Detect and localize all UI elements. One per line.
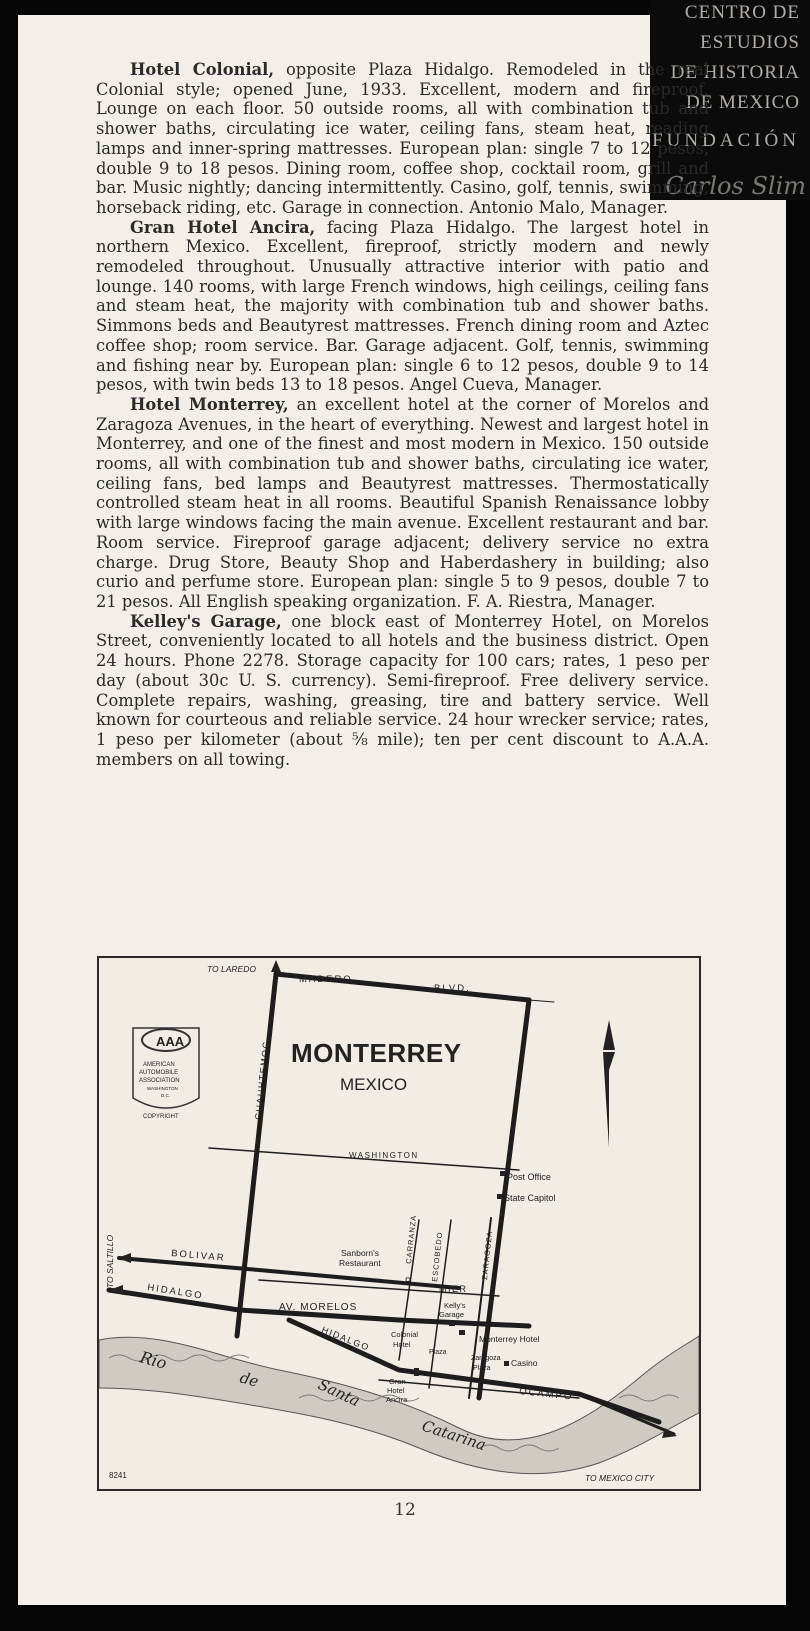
label-to-laredo: TO LAREDO bbox=[207, 964, 256, 974]
label-gran-2: Hotel bbox=[387, 1386, 405, 1395]
entry-hotel-colonial bbox=[96, 60, 709, 218]
arrow-laredo bbox=[271, 960, 281, 972]
label-de: de bbox=[237, 1368, 261, 1391]
label-post-office: Post Office bbox=[507, 1172, 551, 1182]
label-state-capitol: State Capitol bbox=[504, 1193, 556, 1203]
label-blvd: BLVD. bbox=[434, 983, 471, 994]
map-subtitle: MEXICO bbox=[340, 1075, 408, 1094]
label-carranza: CARRANZA bbox=[404, 1214, 419, 1265]
label-to-saltillo: TO SALTILLO bbox=[105, 1234, 115, 1288]
label-ocampo: OCAMPO bbox=[518, 1386, 574, 1403]
aaa-line: ASSOCIATION bbox=[139, 1078, 180, 1084]
entry-title: Kelley's Garage, bbox=[130, 611, 282, 631]
watermark-line: DE HISTORIA bbox=[670, 62, 800, 83]
label-to-mexico-city: TO MEXICO CITY bbox=[585, 1473, 655, 1483]
label-p: P. bbox=[405, 1276, 413, 1286]
label-hidalgo: HIDALGO bbox=[146, 1282, 205, 1302]
label-kellys: Kelly's bbox=[444, 1301, 466, 1310]
label-sanborns: Sanborn's bbox=[341, 1248, 380, 1258]
entry-title: Hotel Monterrey, bbox=[130, 394, 289, 414]
label-cuauhtemoc: CUAUHTEMOC bbox=[253, 1040, 272, 1121]
arrow-saltillo bbox=[117, 1253, 131, 1263]
road-madero-ext bbox=[529, 1000, 554, 1002]
label-plaza: Plaza bbox=[429, 1349, 447, 1356]
entry-body: opposite Plaza Hidalgo. Remodeled in the real Colonial style; opened June, 1933. Excellent, modern and fireproof. Lounge on each floor. 50 outside rooms, all with combination tub and shower baths, circulating ice water, ceiling fans, steam heat, reading lamps and inner-spring mattresses. European plan: single 7 to 12 pesos, double 9 to 18 pesos. Dining room, coffee shop, cocktail room, grill and bar. Music nightly; dancing intermittently. Casino, golf, tennis, swimming, horseback riding, etc. Garage in connection. Antonio Malo, Manager. bbox=[96, 60, 710, 217]
label-zaragoza-small: Zaragoza bbox=[471, 1355, 501, 1362]
entry-title: Hotel Colonial, bbox=[130, 60, 275, 79]
label-santa: Santa bbox=[315, 1375, 363, 1411]
aaa-line: D.C. bbox=[161, 1093, 170, 1098]
label-av-morelos: AV. MORELOS bbox=[279, 1302, 358, 1313]
map-title: MONTERREY bbox=[291, 1038, 462, 1068]
label-hidalgo-2: HIDALGO bbox=[320, 1324, 372, 1353]
label-zaragoza: ZARAGOZA bbox=[480, 1230, 495, 1281]
entry-body: one block east of Monterrey Hotel, on Morelos Street, conveniently located to all hotels and the business district. Open 24 hours. Phone 2278. Storage capacity for 100 cars; rates, 1 peso per day (about 30c U. S. currency). Semi-fireproof. Free delivery service. Complete repairs, washing, greasing, tire and battery service. Well known for courteous and reliable service. 24 hour wrecker service; rates, 1 peso per kilometer (about ⅝ mile); ten per cent discount to A.A.A. members on all towing. bbox=[96, 611, 709, 769]
monterrey-map bbox=[97, 956, 701, 1491]
entry-body: an excellent hotel at the corner of Morelos and Zaragoza Avenues, in the heart of everything. Newest and largest hotel in Monterrey, and one of the finest and most modern in Mexico. 150 outside rooms, all with combination tub and shower baths, circulating ice water, ceiling fans, bed lamps and Beautyrest mattresses. Thermostatically controlled steam heat in all rooms. Beautiful Spanish Renaissance lobby with large windows facing the main avenue. Excellent restaurant and bar. Room service. Fireproof garage adjacent; delivery service no extra charge. Drug Store, Beauty Shop and Haberdashery in building; also curio and perfume store. European plan: single 5 to 9 pesos, double 7 to 21 pesos. All English speaking organization. F. A. Riestra, Manager. bbox=[96, 394, 709, 611]
watermark-line: CENTRO DE bbox=[684, 2, 800, 23]
entry-kelleys-garage bbox=[96, 612, 709, 770]
label-plaza-2: Plaza bbox=[473, 1365, 491, 1372]
hotel-listings bbox=[96, 60, 709, 769]
label-madero: MADERO bbox=[299, 974, 353, 985]
label-sanborns-2: Restaurant bbox=[339, 1258, 381, 1268]
map-drawing bbox=[99, 958, 699, 1489]
label-gran-3: Ancira bbox=[386, 1395, 408, 1404]
watermark-line: ESTUDIOS bbox=[700, 32, 800, 53]
plate-number: 8241 bbox=[109, 1471, 127, 1480]
north-arrow bbox=[603, 1020, 615, 1148]
label-gran-1: Gran bbox=[389, 1377, 406, 1386]
label-kellys-2: Garage bbox=[439, 1310, 465, 1319]
label-colonial-2: Hotel bbox=[393, 1340, 411, 1349]
entry-body: facing Plaza Hidalgo. The largest hotel in northern Mexico. Excellent, fireproof, strictly modern and newly remodeled throughout. Unusually attractive interior with patio and lounge. 140 rooms, with large French windows, high ceilings, ceiling fans and steam heat, the majority with combination tub and shower baths. Simmons beds and Beautyrest mattresses. French dining room and Aztec coffee shop; room service. Bar. Garage adjacent. Golf, tennis, swimming and fishing near by. European plan: single 6 to 12 pesos, double 9 to 14 pesos, with twin beds 13 to 18 pesos. Angel Cueva, Manager. bbox=[96, 217, 709, 395]
road-cuauhtemoc bbox=[237, 974, 276, 1336]
watermark-signature: Carlos Slim bbox=[665, 172, 806, 200]
label-washington: WASHINGTON bbox=[349, 1151, 419, 1160]
label-rio: Rio bbox=[137, 1347, 169, 1373]
entry-title: Gran Hotel Ancira, bbox=[130, 217, 316, 237]
aaa-line: AMERICAN bbox=[143, 1062, 175, 1068]
label-escobedo: ESCOBEDO bbox=[430, 1231, 445, 1283]
label-monterrey-hotel: Monterrey Hotel bbox=[479, 1334, 540, 1344]
label-catarina: Catarina bbox=[419, 1416, 489, 1455]
label-mier: MIER bbox=[439, 1284, 468, 1294]
label-casino: Casino bbox=[511, 1358, 538, 1368]
watermark-line: FUNDACIÓN bbox=[652, 130, 800, 151]
label-colonial: Colonial bbox=[391, 1330, 419, 1339]
aaa-line: AUTOMOBILE bbox=[139, 1070, 179, 1076]
watermark-line: DE MEXICO bbox=[685, 92, 800, 113]
aaa-badge-text: AAA bbox=[156, 1034, 185, 1049]
entry-gran-hotel-ancira bbox=[96, 218, 709, 395]
aaa-line: WASHINGTON bbox=[147, 1086, 178, 1091]
north-label: N bbox=[604, 1058, 612, 1069]
label-bolivar: BOLIVAR bbox=[170, 1248, 226, 1264]
page-number: 12 bbox=[394, 1500, 416, 1520]
aaa-copyright: COPYRIGHT bbox=[143, 1114, 179, 1120]
entry-hotel-monterrey bbox=[96, 395, 709, 612]
